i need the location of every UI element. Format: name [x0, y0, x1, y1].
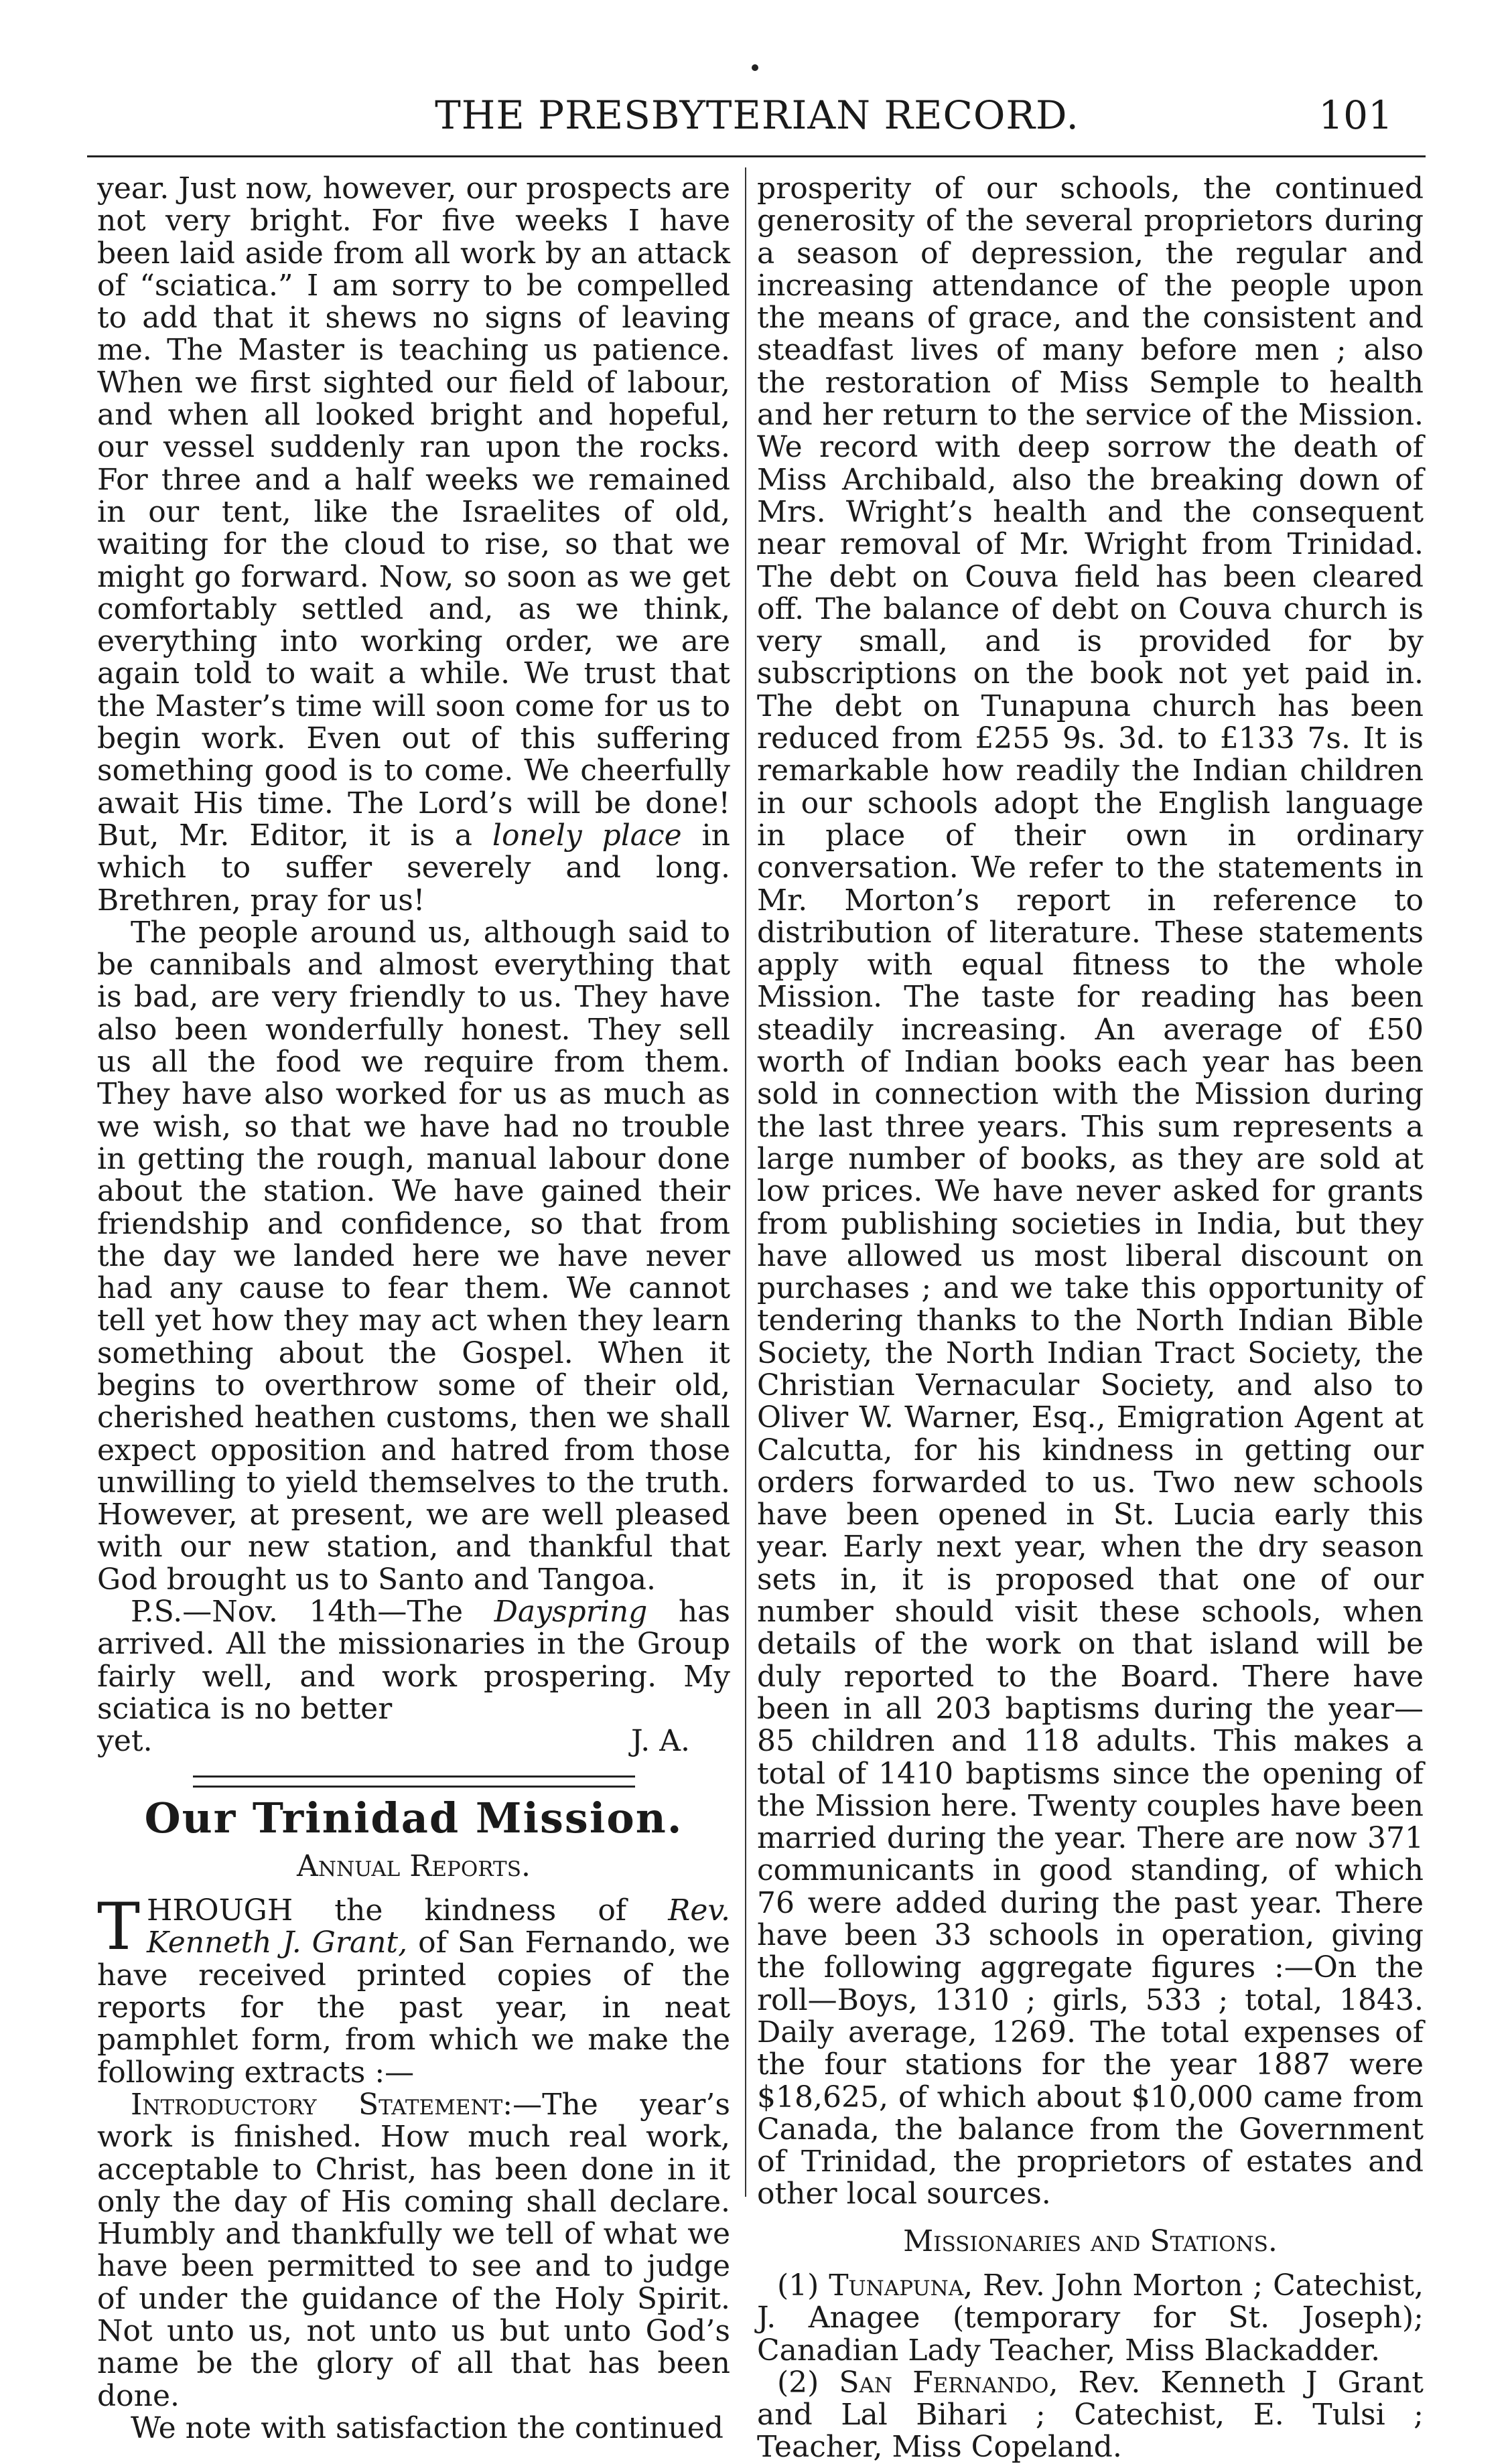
column-divider: [745, 167, 746, 2197]
station-2: (2) San Fernando, Rev. Kenneth J Grant and Lal Bihari ; Catechist, E. Tulsi ; Teacher, Miss Copeland.: [757, 2365, 1424, 2464]
section-divider: [193, 1775, 635, 1788]
station-1: (1) Tunapuna, Rev. John Morton ; Catechist, J. Anagee (temporary for St. Joseph); Canadian Lady Teacher, Miss Blackadder.: [757, 2268, 1424, 2368]
page-header-title: THE PRESBYTERIAN RECORD.: [435, 92, 1079, 138]
letter-paragraph-1: year. Just now, however, our prospects are not very bright. For five weeks I have been laid aside from all work by an attack of “sciatica.” I am sorry to be compelled to add that it shews no signs of leaving me. The Master is teaching us patience. When we first sighted our field of labour, and when all looked bright and hopeful, our vessel suddenly ran upon the rocks. For three and a half weeks we remained in our tent, like the Israelites of old, waiting for the cloud to rise, so that we might go forward. Now, so soon as we get comfortably settled and, as we think, everything into working order, we are again told to wait a while. We trust that the Master’s time will soon come for us to begin work. Even out of this suffering something good is to come. We cheerfully await His time. The Lord’s will be done! But, Mr. Editor, it is a lonely place in which to suffer severely and long. Brethren, pray for us!: [97, 171, 730, 918]
letter-paragraph-2: The people around us, although said to be cannibals and almost everything that is bad, are very friendly to us. They have also been wonderfully honest. They sell us all the food we require from them. They have also worked for us as much as we wish, so that we have had no trouble in getting the rough, manual labour done about the station. We have gained their friendship and confidence, so that from the day we landed here we have never had any cause to fear them. We cannot tell yet how they may act when they learn something about the Gospel. When it begins to overthrow some of their old, cherished heathen customs, then we shall expect opposition and hatred from those unwilling to yield themselves to the truth. However, at present, we are well pleased with our new station, and thankful that God brought us to Santo and Tangoa.: [97, 915, 730, 1597]
signature-line: yet. J. A.: [97, 1724, 690, 1759]
right-column: [757, 173, 1424, 2464]
header-rule: [87, 155, 1426, 157]
report-paragraph: prosperity of our schools, the continued generosity of the several proprietors during a season of depression, the regular and increasing attendance of the people upon the means of grace, and the consistent and steadfast lives of many before men ; also the restoration of Miss Semple to health and her return to the service of the Mission. We record with deep sorrow the death of Miss Archibald, also the breaking down of Mrs. Wright’s health and the consequent near removal of Mr. Wright from Trinidad. The debt on Couva field has been cleared off. The balance of debt on Couva church is very small, and is provided for by subscriptions on the book not yet paid in. The debt on Tunapuna church has been reduced from £255 9s. 3d. to £133 7s. It is remarkable how readily the Indian children in our schools adopt the English language in place of their own in ordinary conversation. We refer to the statements in Mr. Morton’s report in reference to distribution of literature. These statements apply with equal fitness to the whole Mission. The taste for reading has been steadily increasing. An average of £50 worth of Indian books each year has been sold in connection with the Mission during the last three years. This sum represents a large number of books, as they are sold at low prices. We have never asked for grants from publishing societies in India, but they have allowed us most liberal discount on purchases ; and we take this opportunity of tendering thanks to the North Indian Bible Society, the North Indian Tract Society, the Christian Vernacular Society, and also to Oliver W. Warner, Esq., Emigration Agent at Calcutta, for his kindness in getting our orders forwarded to us. Two new schools have been opened in St. Lucia early this year. Early next year, when the dry season sets in, it is proposed that one of our number should visit these schools, when details of the work on that island will be duly reported to the Board. There have been in all 203 baptisms during the year—85 children and 118 adults. This makes a total of 1410 baptisms since the opening of the Mission here. Twenty couples have been married during the year. There are now 371 communicants in good standing, of which 76 were added during the past year. There have been 33 schools in operation, giving the following aggregate figures :—On the roll—Boys, 1310 ; girls, 533 ; total, 1843. Daily average, 1269. The total expenses of the four stations for the year 1887 were $18,625, of which about $10,000 came from Canada, the balance from the Government of Trinidad, the proprietors of estates and other local sources.: [757, 171, 1424, 2212]
drop-cap: T: [97, 1889, 141, 1965]
lead-paragraph: THROUGH the kindness of Rev. Kenneth J. Grant, of San Fernando, we have received printed copies of the reports for the past year, in neat pamphlet form, from which we make the following extracts :—: [97, 1889, 730, 2090]
postscript: P.S.—Nov. 14th—The Dayspring has arrived. All the missionaries in the Group fairly well, and work prospering. My sciatica is no better: [97, 1595, 730, 1726]
introductory-statement: Introductory Statement:—The year’s work is finished. How much real work, acceptable to Christ, has been done in it only the day of His coming shall declare. Humbly and thankfully we tell of what we have been permitted to see and to judge of under the guidance of the Holy Spirit. Not unto us, not unto us but unto God’s name be the glory of all that has been done.: [97, 2087, 730, 2413]
closing-line: We note with satisfaction the continued: [131, 2410, 724, 2445]
signature: J. A.: [631, 1724, 690, 1759]
left-column: [97, 173, 730, 2445]
subheading: Annual Reports.: [297, 1849, 531, 1883]
ink-dot: [752, 64, 758, 71]
section-title: Our Trinidad Mission.: [144, 1793, 683, 1842]
missionaries-heading: Missionaries and Stations.: [903, 2224, 1278, 2258]
page-number: 101: [1318, 92, 1393, 138]
